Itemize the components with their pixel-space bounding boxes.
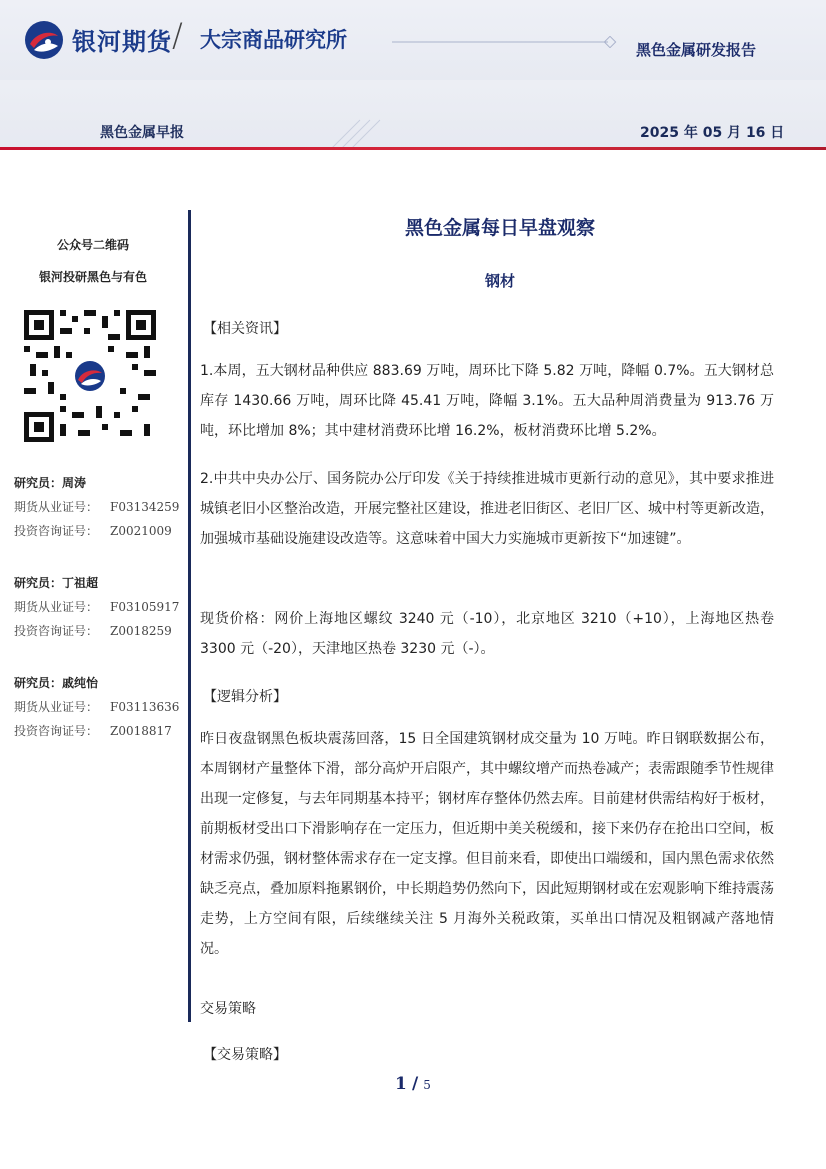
spot-price-paragraph: 现货价格：网价上海地区螺纹 3240 元（-10），北京地区 3210（+10），上海地区热卷 3300 元（-20），天津地区热卷 3230 元（-）。 xyxy=(200,611,774,657)
analyst-3-futures-id: 期货从业证号： F03113636 xyxy=(14,700,180,714)
tag-related-news: 【相关资讯】 xyxy=(203,321,287,337)
report-category: 黑色金属早报 xyxy=(100,125,184,141)
header-red-rule xyxy=(0,147,826,150)
galaxy-logo-icon xyxy=(24,20,64,60)
analyst-1-name: 研究员：周涛 xyxy=(14,476,87,490)
decorative-line xyxy=(392,36,622,48)
report-title: 黑色金属每日早盘观察 xyxy=(404,217,595,239)
report-type: 黑色金属研发报告 xyxy=(636,41,757,59)
analyst-3-name: 研究员：戚纯怡 xyxy=(14,676,99,690)
report-header xyxy=(0,0,826,150)
brand-name: 银河期货 xyxy=(72,28,172,56)
brand-separator: / xyxy=(172,16,183,54)
report-date: 2025 年 05 月 16 日 xyxy=(640,125,785,141)
analyst-1-advisory-id: 投资咨询证号： Z0021009 xyxy=(14,524,172,538)
qr-account-name: 银河投研黑色与有色 xyxy=(38,270,147,284)
news-paragraph-1: 1.本周，五大钢材品种供应 883.69 万吨，周环比下降 5.82 万吨，降幅 0.7%。五大钢材总库存 1430.66 万吨，周环比降 45.41 万吨，降幅 3.1%。五大品种周消费量为 913.76 万吨，环比增加 8%；其中建材消费环比增 16.2%，板材消费环比增 5.2%。 xyxy=(200,363,774,439)
page-number: 1 / 5 xyxy=(395,1074,431,1094)
analyst-2-advisory-id: 投资咨询证号： Z0018259 xyxy=(14,624,172,638)
qr-caption: 公众号二维码 xyxy=(56,238,129,252)
analyst-2-futures-id: 期货从业证号： F03105917 xyxy=(14,600,180,614)
sidebar-divider xyxy=(188,210,191,1022)
trading-strategy-label: 交易策略 xyxy=(200,1001,256,1017)
section-heading-steel: 钢材 xyxy=(484,272,515,290)
qr-code-icon xyxy=(24,310,156,442)
decorative-stripes xyxy=(300,100,420,150)
analyst-3-advisory-id: 投资咨询证号： Z0018817 xyxy=(14,724,172,738)
institute-name: 大宗商品研究所 xyxy=(200,28,347,52)
tag-logic-analysis: 【逻辑分析】 xyxy=(203,689,287,705)
analyst-1-futures-id: 期货从业证号： F03134259 xyxy=(14,500,180,514)
news-paragraph-2: 2.中共中央办公厅、国务院办公厅印发《关于持续推进城市更新行动的意见》，其中要求推进城镇老旧小区整治改造，开展完整社区建设，推进老旧街区、老旧厂区、城中村等更新改造，加强城市基础设施建设改造等。这意味着中国大力实施城市更新按下“加速键”。 xyxy=(200,471,774,547)
logic-analysis-paragraph: 昨日夜盘钢黑色板块震荡回落，15 日全国建筑钢材成交量为 10 万吨。昨日钢联数据公布，本周钢材产量整体下滑，部分高炉开启限产，其中螺纹增产而热卷减产；表需跟随季节性规律出现一定修复，与去年同期基本持平；钢材库存整体仍然去库。目前建材供需结构好于板材，前期板材受出口下滑影响存在一定压力，但近期中美关税缓和，接下来仍存在抢出口空间，板材需求仍强，钢材整体需求存在一定支撑。但目前来看，即使出口端缓和，国内黑色需求依然缺乏亮点，叠加原料拖累钢价，中长期趋势仍然向下，因此短期钢材或在宏观影响下维持震荡走势，上方空间有限，后续继续关注 5 月海外关税政策，买单出口情况及粗钢减产落地情况。 xyxy=(200,731,774,957)
tag-trading-strategy: 【交易策略】 xyxy=(203,1047,287,1063)
analyst-2-name: 研究员：丁祖超 xyxy=(14,576,99,590)
